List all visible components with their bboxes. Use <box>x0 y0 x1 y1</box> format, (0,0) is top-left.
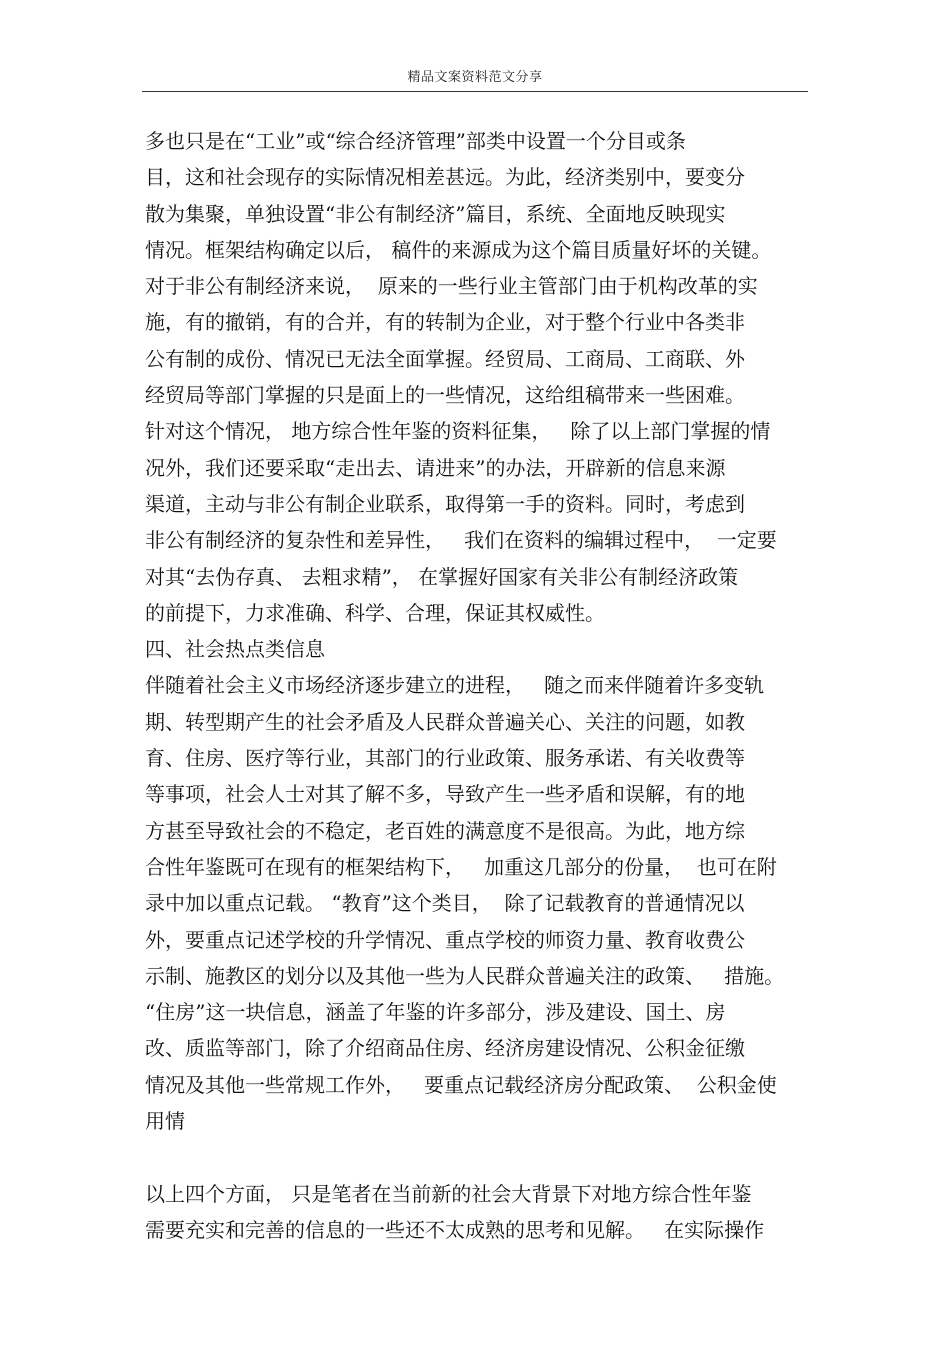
text-line: 录中加以重点记载。 “教育”这个类目， 除了记载教育的普通情况以 <box>145 891 745 916</box>
body-text <box>145 123 810 1248</box>
text-line: 施，有的撤销，有的合并，有的转制为企业，对于整个行业中各类非 <box>145 310 745 335</box>
header-divider <box>142 91 808 92</box>
text-line: 对于非公有制经济来说， 原来的一些行业主管部门由于机构改革的实 <box>145 274 758 299</box>
text-line: 经贸局等部门掌握的只是面上的一些情况，这给组稿带来一些困难。 <box>145 383 745 408</box>
text-line: 情况。框架结构确定以后， 稿件的来源成为这个篇目质量好坏的关键。 <box>145 237 772 262</box>
text-line: 渠道，主动与非公有制企业联系，取得第一手的资料。同时，考虑到 <box>145 491 745 516</box>
text-line: 合性年鉴既可在现有的框架结构下， 加重这几部分的份量， 也可在附 <box>145 854 777 879</box>
text-line: 等事项，社会人士对其了解不多，导致产生一些矛盾和误解，有的地 <box>145 782 745 807</box>
text-line: 况外，我们还要采取“走出去、请进来”的办法，开辟新的信息来源 <box>145 455 726 480</box>
text-line: 伴随着社会主义市场经济逐步建立的进程， 随之而来伴随着许多变轨 <box>145 673 765 698</box>
text-line: 目，这和社会现存的实际情况相差甚远。为此，经济类别中，要变分 <box>145 165 745 190</box>
text-line: 散为集聚，单独设置“非公有制经济”篇目，系统、全面地反映现实 <box>145 201 726 226</box>
text-line: 用情 <box>145 1109 185 1134</box>
text-line: 多也只是在“工业”或“综合经济管理”部类中设置一个分目或条 <box>145 129 686 153</box>
page-header-title: 精品文案资料范文分享 <box>407 70 543 85</box>
text-line: 育、住房、医疗等行业，其部门的行业政策、服务承诺、有关收费等 <box>145 746 745 771</box>
text-line: 对其“去伪存真、 去粗求精”， 在掌握好国家有关非公有制经济政策 <box>145 564 739 589</box>
text-line: 需要充实和完善的信息的一些还不太成熟的思考和见解。 在实际操作 <box>145 1217 765 1242</box>
text-line: 期、转型期产生的社会矛盾及人民群众普遍关心、关注的问题，如教 <box>145 709 745 734</box>
text-line: 非公有制经济的复杂性和差异性， 我们在资料的编辑过程中， 一定要 <box>145 528 777 553</box>
text-line: 情况及其他一些常规工作外， 要重点记载经济房分配政策、 公积金使 <box>145 1072 777 1097</box>
section-heading: 四、社会热点类信息 <box>145 637 325 662</box>
text-line: 公有制的成份、情况已无法全面掌握。经贸局、工商局、工商联、外 <box>145 346 745 371</box>
text-line: 方甚至导致社会的不稳定，老百姓的满意度不是很高。为此，地方综 <box>145 818 745 843</box>
text-line: 示制、施教区的划分以及其他一些为人民群众普遍关注的政策、 措施。 <box>145 963 785 988</box>
text-line: 针对这个情况， 地方综合性年鉴的资料征集， 除了以上部门掌握的情 <box>145 419 771 444</box>
text-line: 改、质监等部门，除了介绍商品住房、经济房建设情况、公积金征缴 <box>145 1036 745 1061</box>
text-line: 的前提下，力求准确、科学、合理，保证其权威性。 <box>145 600 605 625</box>
text-line: 以上四个方面， 只是笔者在当前新的社会大背景下对地方综合性年鉴 <box>145 1181 752 1206</box>
text-line: “住房”这一块信息，涵盖了年鉴的许多部分，涉及建设、国土、房 <box>145 1000 726 1025</box>
blank-line <box>145 1139 810 1175</box>
text-line: 外，要重点记述学校的升学情况、重点学校的师资力量、教育收费公 <box>145 927 745 952</box>
